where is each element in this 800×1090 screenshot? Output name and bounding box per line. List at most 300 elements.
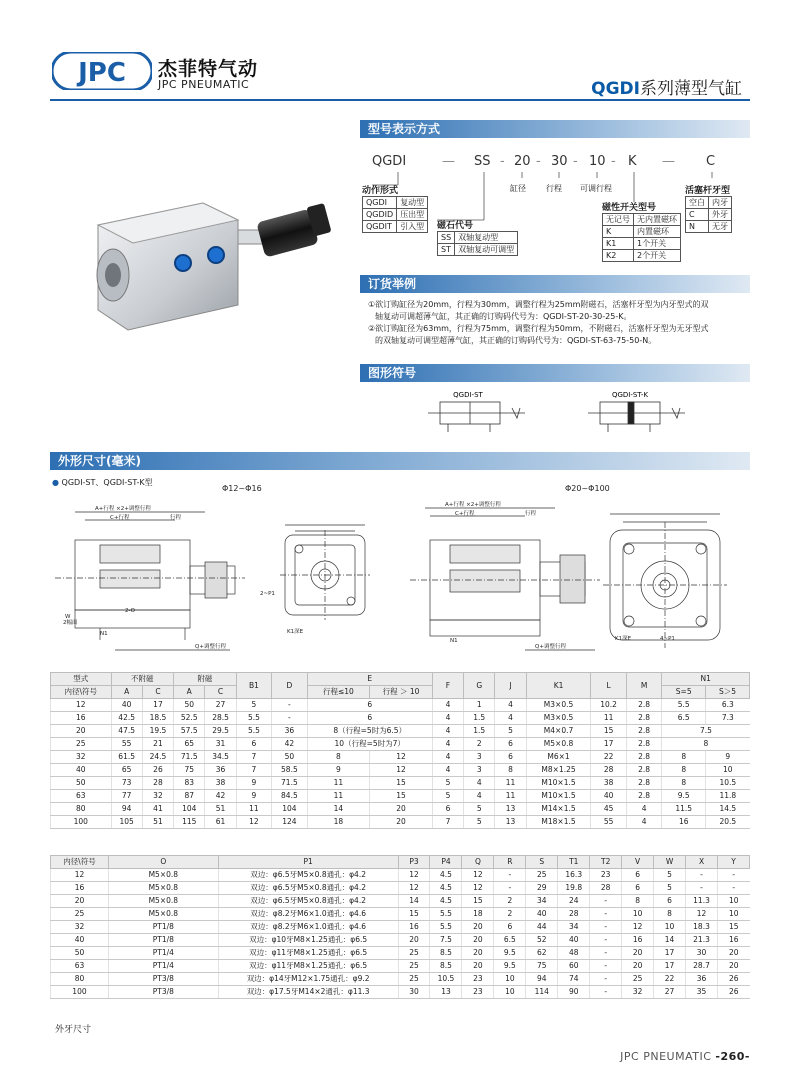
table-cell: 5 <box>432 777 463 790</box>
t1-head-n1: N1 <box>662 673 750 686</box>
table-cell: 20 <box>622 960 654 973</box>
table-cell: 20 <box>462 947 494 960</box>
table-cell: 18.5 <box>142 712 173 725</box>
table-cell: 12 <box>370 764 433 777</box>
action-type-title: 动作形式 <box>362 186 399 196</box>
dim-label-n1-small: N1 <box>100 631 108 637</box>
table-cell: 18 <box>307 816 370 829</box>
page-title <box>591 74 742 99</box>
switch-cell: 无记号 <box>603 214 634 226</box>
table-cell: 75 <box>174 764 205 777</box>
table-cell: 双边：φ8.2牙M6×1.0通孔：φ4.6 <box>218 908 398 921</box>
table-cell: 12 <box>51 699 112 712</box>
table-cell: 9.5 <box>494 960 526 973</box>
table-cell: 65 <box>174 738 205 751</box>
table-cell: 38 <box>591 777 626 790</box>
footer-brand: JPC PNEUMATIC <box>620 1050 712 1063</box>
table-cell: 11.8 <box>706 790 750 803</box>
table-cell: 5 <box>495 725 526 738</box>
label-stroke: 行程 <box>546 184 562 193</box>
table-cell: 104 <box>174 803 205 816</box>
table-cell: 124 <box>272 816 307 829</box>
table-cell: 15 <box>462 895 494 908</box>
table-cell: 12 <box>398 869 430 882</box>
table-cell: 25 <box>622 973 654 986</box>
table-cell: 32 <box>51 921 109 934</box>
drawing-side-small <box>55 512 245 650</box>
table-cell: 40 <box>51 764 112 777</box>
order-line: 的双轴复动可调型超薄气缸，其正确的订购码代号为：QGDI-ST-63-75-50-N。 <box>375 336 657 345</box>
table-cell: 25 <box>398 947 430 960</box>
table-row <box>51 895 750 908</box>
table-cell: 22 <box>591 751 626 764</box>
table-cell: PT1/4 <box>108 960 218 973</box>
page-footer <box>620 1050 750 1063</box>
table-cell: 16 <box>717 934 749 947</box>
product-photo <box>88 195 338 335</box>
table-cell: PT1/8 <box>108 921 218 934</box>
t2-head-cell: T2 <box>590 856 622 869</box>
brand-name-cn: 杰菲特气动 <box>158 58 259 80</box>
table-cell: 17 <box>142 699 173 712</box>
table-row <box>51 764 750 777</box>
table-cell: - <box>717 882 749 895</box>
table-cell: 27 <box>205 699 236 712</box>
section-bar-symbol: 图形符号 <box>360 364 750 382</box>
table-cell: 18 <box>462 908 494 921</box>
code-series: QGDI <box>372 154 407 169</box>
table-cell: 55 <box>111 738 142 751</box>
table-cell: 20 <box>370 803 433 816</box>
t1-head-c2: C <box>205 686 236 699</box>
drawing-end-large <box>603 514 727 648</box>
table-cell: 48 <box>558 947 590 960</box>
table-cell: 36 <box>205 764 236 777</box>
t2-head-cell: R <box>494 856 526 869</box>
table-cell: 30 <box>686 947 718 960</box>
table-cell: 4.5 <box>430 895 462 908</box>
t1-head-b1: B1 <box>236 673 271 699</box>
table-cell: 22 <box>654 973 686 986</box>
table-cell: 63 <box>51 960 109 973</box>
table-cell: 7 <box>236 751 271 764</box>
pneumatic-symbols <box>420 388 720 438</box>
table-cell: 42 <box>205 790 236 803</box>
table-cell: 4 <box>495 712 526 725</box>
table-cell: - <box>494 869 526 882</box>
table-cell: M4×0.7 <box>526 725 591 738</box>
table-cell: 12 <box>370 751 433 764</box>
table-cell: 52.5 <box>174 712 205 725</box>
magnet-cell: 双轴复动型 <box>455 232 518 244</box>
table-cell: 11 <box>307 777 370 790</box>
t1-head-s5: S=5 <box>662 686 706 699</box>
table-cell: 17 <box>654 947 686 960</box>
thread-title: 活塞杆牙型 <box>685 186 731 196</box>
dim-label-n1-large: N1 <box>450 638 458 644</box>
dim-label-stroke-small: 行程 <box>170 515 182 521</box>
t1-head-bore: 内径\符号 <box>51 686 112 699</box>
table-cell: 4 <box>432 712 463 725</box>
table-cell: 6 <box>495 738 526 751</box>
table-cell: 8 <box>307 751 370 764</box>
table-cell: 51 <box>142 816 173 829</box>
table-cell: 23 <box>462 973 494 986</box>
table-row <box>51 803 750 816</box>
thread-cell: 外牙 <box>709 209 732 221</box>
table-cell: 2.8 <box>626 738 661 751</box>
dim-label-c-large: C+行程 <box>455 511 475 517</box>
table-cell: 35 <box>686 986 718 999</box>
table-cell: 双边：φ11牙M8×1.25通孔：φ6.5 <box>218 947 398 960</box>
switch-row <box>603 226 681 238</box>
table-cell: 34.5 <box>205 751 236 764</box>
table-cell: 26 <box>717 986 749 999</box>
table-cell: 6.5 <box>494 934 526 947</box>
table-cell: 40 <box>558 934 590 947</box>
table-cell: 5 <box>464 816 495 829</box>
table-cell: 16 <box>662 816 706 829</box>
t2-head-cell: X <box>686 856 718 869</box>
table-cell: 9 <box>307 764 370 777</box>
table-cell: 27 <box>654 986 686 999</box>
table-cell: 7.3 <box>706 712 750 725</box>
drawing-end-small <box>280 525 370 620</box>
table-cell: 9.5 <box>662 790 706 803</box>
dim-label-p1-large: 4~P1 <box>660 636 675 642</box>
table-cell: 11 <box>236 803 271 816</box>
table-cell: 32 <box>51 751 112 764</box>
table-cell: 25 <box>51 738 112 751</box>
t1-head-l: L <box>591 673 626 699</box>
table-cell: 5 <box>464 803 495 816</box>
table-cell: 双边：φ10牙M8×1.25通孔：φ6.5 <box>218 934 398 947</box>
table-cell: 40 <box>526 908 558 921</box>
table-cell: 62 <box>526 947 558 960</box>
table-cell: 14 <box>398 895 430 908</box>
table-cell: 10 <box>494 973 526 986</box>
table-cell: 9 <box>236 790 271 803</box>
range-large: Φ20~Φ100 <box>565 484 610 493</box>
table-cell: 3 <box>464 764 495 777</box>
range-small: Φ12~Φ16 <box>222 484 262 493</box>
code-sep-2: - <box>500 154 505 169</box>
switch-cell: K <box>603 226 634 238</box>
header-divider <box>50 99 750 101</box>
table-cell: 2.8 <box>626 790 661 803</box>
table-cell: 11 <box>307 790 370 803</box>
table-cell: 23 <box>590 869 622 882</box>
table-cell: 19.5 <box>142 725 173 738</box>
table-cell: 10 <box>717 895 749 908</box>
table-cell: 104 <box>272 803 307 816</box>
table-cell: 94 <box>111 803 142 816</box>
table-cell: 5 <box>654 882 686 895</box>
table-cell: 105 <box>111 816 142 829</box>
dim-label-w-small: W <box>65 614 71 620</box>
t1-head-d: D <box>272 673 307 699</box>
brand-name-en: JPC PNEUMATIC <box>158 78 250 91</box>
section-bar-dimensions: 外形尺寸(毫米) <box>50 452 750 470</box>
table-cell: 29 <box>526 882 558 895</box>
table-cell: 20.5 <box>706 816 750 829</box>
table-cell: 7.5 <box>662 725 750 738</box>
table-cell: 42.5 <box>111 712 142 725</box>
t2-head-cell: P3 <box>398 856 430 869</box>
table-cell: 51 <box>205 803 236 816</box>
t1-head-m: M <box>626 673 661 699</box>
dim-label-a-small: A+行程 ×2+调整行程 <box>95 506 151 512</box>
code-sep-6: — <box>662 154 675 169</box>
table-cell: 20 <box>462 960 494 973</box>
table-cell: 20 <box>51 725 112 738</box>
table-row <box>51 908 750 921</box>
table-row <box>51 816 750 829</box>
table-cell: 14.5 <box>706 803 750 816</box>
table-cell: 4.5 <box>430 882 462 895</box>
table-row <box>51 777 750 790</box>
table-cell: 8 <box>662 738 750 751</box>
table-cell: 31 <box>205 738 236 751</box>
table-cell: 10（行程=5时为7） <box>307 738 432 751</box>
table-cell: 8.5 <box>430 960 462 973</box>
drawing-side-large <box>410 508 600 650</box>
table-cell: 16.3 <box>558 869 590 882</box>
table-cell: 12 <box>398 882 430 895</box>
magnet-table <box>437 231 518 256</box>
table-cell: M3×0.5 <box>526 699 591 712</box>
table-cell: 4 <box>432 699 463 712</box>
table-cell: 20 <box>370 816 433 829</box>
magnet-row <box>438 244 518 256</box>
t1-head-a2: A <box>174 686 205 699</box>
magnet-row <box>438 232 518 244</box>
table-row <box>51 986 750 999</box>
table-cell: 34 <box>526 895 558 908</box>
table-row <box>51 934 750 947</box>
table-row <box>51 960 750 973</box>
table-cell: 双边：φ6.5牙M5×0.8通孔：φ4.2 <box>218 882 398 895</box>
table-cell: - <box>590 934 622 947</box>
table-cell: 84.5 <box>272 790 307 803</box>
table-cell: 6 <box>236 738 271 751</box>
table-cell: 32 <box>622 986 654 999</box>
magnet-block <box>437 218 518 256</box>
table-cell: 2.8 <box>626 699 661 712</box>
table-cell: - <box>494 882 526 895</box>
table-cell: 8 <box>622 895 654 908</box>
table-cell: 61 <box>205 816 236 829</box>
table-cell: - <box>590 960 622 973</box>
table-cell: 10.5 <box>706 777 750 790</box>
table-cell: 45 <box>591 803 626 816</box>
symbol-cylinder-right <box>588 402 685 432</box>
action-cell: 引入型 <box>397 221 428 233</box>
switch-row <box>603 214 681 226</box>
table-cell: 80 <box>51 973 109 986</box>
code-thread: C <box>706 154 716 169</box>
table-cell: 1.5 <box>464 725 495 738</box>
table-cell: 4 <box>626 816 661 829</box>
table-cell: - <box>590 921 622 934</box>
table-cell: 2 <box>464 738 495 751</box>
table-cell: 双边：φ8.2牙M6×1.0通孔：φ4.6 <box>218 921 398 934</box>
table-cell: M5×0.8 <box>108 882 218 895</box>
table-cell: M14×1.5 <box>526 803 591 816</box>
t1-head-e-gt10: 行程 ＞ 10 <box>370 686 433 699</box>
title-code: QGDI <box>591 79 640 99</box>
symbol-cylinder-left <box>428 402 525 432</box>
table-cell: 11 <box>495 777 526 790</box>
action-cell: QGDI <box>363 197 397 209</box>
dim-label-a-large: A+行程 ×2+调整行程 <box>445 502 501 508</box>
table-cell: 4 <box>432 751 463 764</box>
table-cell: 65 <box>111 764 142 777</box>
table-cell: 21.3 <box>686 934 718 947</box>
table-cell: 25 <box>398 973 430 986</box>
table-cell: 8 <box>495 764 526 777</box>
table-cell: 4 <box>626 803 661 816</box>
table-cell: 20 <box>51 895 109 908</box>
table-cell: 15 <box>370 790 433 803</box>
table-cell: 26 <box>142 764 173 777</box>
code-switch: K <box>628 154 637 169</box>
table-cell: 75 <box>526 960 558 973</box>
dimension-table-1 <box>50 672 750 829</box>
table-cell: 25 <box>51 908 109 921</box>
switch-title: 磁性开关型号 <box>602 203 657 213</box>
order-line: 轴复动可调超薄气缸，其正确的订购码代号为：QGDI-ST-20-30-25-K。 <box>375 312 632 321</box>
table-cell: 16 <box>51 882 109 895</box>
table-cell: 80 <box>51 803 112 816</box>
table-cell: PT3/8 <box>108 986 218 999</box>
t1-head-e-le10: 行程≤10 <box>307 686 370 699</box>
table-cell: 50 <box>272 751 307 764</box>
table-cell: 77 <box>111 790 142 803</box>
table-cell: 6 <box>494 921 526 934</box>
symbol-label-left: QGDI-ST <box>453 391 483 399</box>
table-cell: 5 <box>654 869 686 882</box>
table-cell: 30 <box>398 986 430 999</box>
table-cell: 15 <box>717 921 749 934</box>
table-cell: M5×0.8 <box>108 895 218 908</box>
page-number: -260- <box>715 1050 750 1063</box>
dim-label-k1-large: K1深E <box>615 636 632 642</box>
table-row <box>51 738 750 751</box>
table-cell: 100 <box>51 816 112 829</box>
table-cell: 34 <box>558 921 590 934</box>
bullet-icon: ● <box>52 478 59 487</box>
table-cell: 26 <box>717 973 749 986</box>
table-cell: 28.5 <box>205 712 236 725</box>
table-cell: 6 <box>307 712 432 725</box>
switch-row <box>603 238 681 250</box>
t2-head-cell: P4 <box>430 856 462 869</box>
table-cell: PT1/8 <box>108 934 218 947</box>
table-cell: 14 <box>654 934 686 947</box>
table-cell: 14 <box>307 803 370 816</box>
table-cell: 40 <box>591 790 626 803</box>
table-cell: 50 <box>51 777 112 790</box>
table-cell: 2.8 <box>626 712 661 725</box>
dim-label-q-large: Q+调整行程 <box>535 644 566 650</box>
table-cell: 24 <box>558 895 590 908</box>
dim-label-o-small: 2-O <box>125 608 135 614</box>
table-cell: - <box>272 699 307 712</box>
dim-label-p1-small: 2~P1 <box>260 591 275 597</box>
t2-head-cell: Q <box>462 856 494 869</box>
table-row <box>51 751 750 764</box>
table-cell: 57.5 <box>174 725 205 738</box>
switch-cell: 无内置磁环 <box>634 214 681 226</box>
action-cell: QGDIT <box>363 221 397 233</box>
table-cell: 2 <box>494 895 526 908</box>
table-cell: 11.3 <box>686 895 718 908</box>
table-cell: 20 <box>398 934 430 947</box>
thread-cell: 内牙 <box>709 197 732 209</box>
code-magnet: SS <box>474 154 491 169</box>
table-cell: 73 <box>111 777 142 790</box>
table-cell: 6 <box>307 699 432 712</box>
thread-cell: N <box>686 221 709 233</box>
action-cell: 压出型 <box>397 209 428 221</box>
table-cell: 12 <box>462 882 494 895</box>
order-line: ①欲订购缸径为20mm，行程为30mm，调整行程为25mm附磁石，活塞杆牙型为内牙型式的双 <box>368 300 709 309</box>
table-cell: 38 <box>205 777 236 790</box>
table-row <box>51 712 750 725</box>
dim-label-k1-small: K1深E <box>287 629 304 635</box>
action-type-table <box>362 196 428 233</box>
action-cell: QGDID <box>363 209 397 221</box>
thread-cell: 空白 <box>686 197 709 209</box>
table-cell: - <box>272 712 307 725</box>
table-cell: 28.7 <box>686 960 718 973</box>
table-cell: 47.5 <box>111 725 142 738</box>
table-cell: 10 <box>654 921 686 934</box>
table-cell: 8 <box>662 751 706 764</box>
switch-row <box>603 250 681 262</box>
code-sep-1: — <box>442 154 455 169</box>
table-cell: 25 <box>526 869 558 882</box>
table-cell: 6 <box>622 882 654 895</box>
title-rest: 系列薄型气缸 <box>640 79 742 99</box>
table-cell: 71.5 <box>174 751 205 764</box>
table-cell: 双边：φ14牙M12×1.75通孔：φ9.2 <box>218 973 398 986</box>
table-cell: 71.5 <box>272 777 307 790</box>
dims-bullet <box>52 477 153 488</box>
t1-head-type: 型式 <box>51 673 112 686</box>
table-cell: 10 <box>706 764 750 777</box>
table-cell: 16 <box>622 934 654 947</box>
switch-cell: 1个开关 <box>634 238 681 250</box>
table-cell: 16 <box>398 921 430 934</box>
table-cell: 6 <box>654 895 686 908</box>
table-cell: 5.5 <box>662 699 706 712</box>
table-cell: PT3/8 <box>108 973 218 986</box>
table-cell: 12 <box>236 816 271 829</box>
table-row <box>51 725 750 738</box>
symbol-label-right: QGDI-ST-K <box>611 391 649 399</box>
dim-label-c-small: C+行程 <box>110 515 130 521</box>
table-cell: 12 <box>462 869 494 882</box>
t2-head-cell: P1 <box>218 856 398 869</box>
table-cell: 63 <box>51 790 112 803</box>
code-bore: 20 <box>514 154 531 169</box>
dimension-table-2 <box>50 855 750 999</box>
table-cell: 20 <box>462 921 494 934</box>
table-cell: 20 <box>462 934 494 947</box>
company-logo <box>52 52 152 90</box>
